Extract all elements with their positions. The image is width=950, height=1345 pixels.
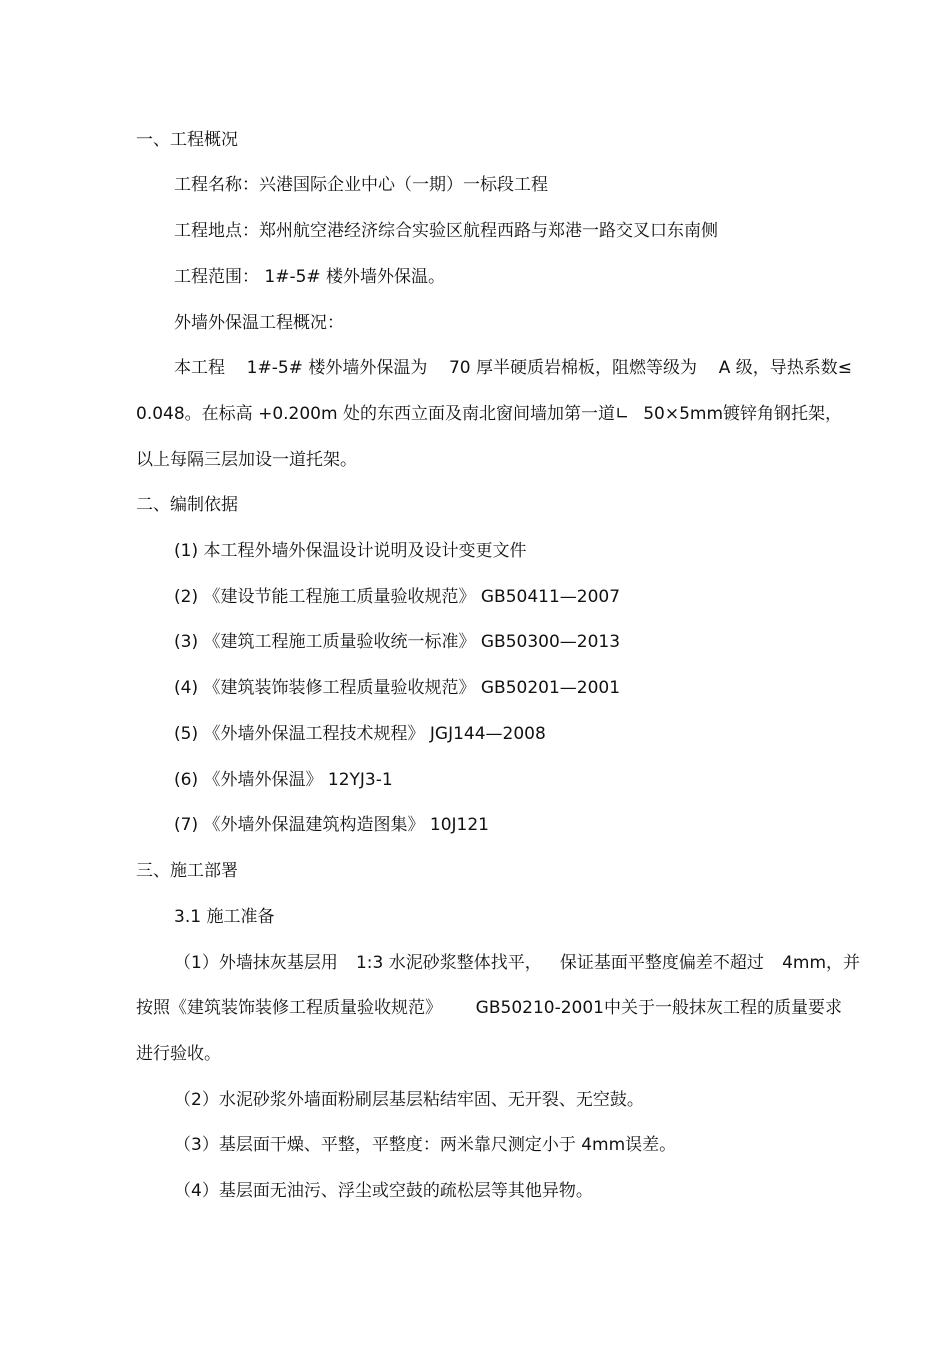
prep-item-1-line-3: 进行验收。: [136, 1044, 221, 1064]
project-location-line: 工程地点：郑州航空港经济综合实验区航程西路与郑港一路交叉口东南侧: [174, 221, 718, 241]
insulation-overview-label: 外墙外保温工程概况：: [174, 313, 344, 333]
overview-paragraph-line-3: 以上每隔三层加设一道托架。: [136, 450, 357, 470]
overview-paragraph-line-2: [136, 403, 842, 425]
section-heading-basis: 二、编制依据: [136, 495, 238, 515]
prep-item-1-line-1: [174, 952, 860, 974]
reference-item: (4) 《建筑装饰装修工程质量验收规范》 GB50201—2001: [174, 678, 621, 698]
prep-text-segment: 1:3 水泥砂浆整体找平，: [355, 953, 542, 973]
overview-text-segment: 50×5mm镀锌角钢托架，: [643, 404, 842, 424]
overview-text-segment: 本工程: [174, 358, 225, 378]
overview-text-segment: 1#-5# 楼外墙外保温为: [246, 358, 428, 378]
prep-item-2: （2）水泥砂浆外墙面粉刷层基层粘结牢固、无开裂、无空鼓。: [174, 1090, 644, 1110]
prep-text-segment: GB50210-2001中关于一般抹灰工程的质量要求: [475, 998, 842, 1018]
overview-text-segment: 0.048。在标高 +0.200m 处的东西立面及南北窗间墙加第一道∟: [136, 404, 630, 424]
reference-item: (3) 《建筑工程施工质量验收统一标准》 GB50300—2013: [174, 632, 621, 652]
section-heading-overview: 一、工程概况: [136, 130, 238, 150]
reference-item: (2) 《建设节能工程施工质量验收规范》 GB50411—2007: [174, 587, 621, 607]
reference-item: (5) 《外墙外保温工程技术规程》 JGJ144—2008: [174, 724, 546, 744]
section-heading-deployment: 三、施工部署: [136, 861, 238, 881]
reference-item: (6) 《外墙外保温》 12YJ3-1: [174, 770, 393, 790]
prep-text-segment: 保证基面平整度偏差不超过: [559, 953, 764, 973]
subsection-heading-preparation: 3.1 施工准备: [174, 907, 275, 927]
overview-text-segment: A 级，导热系数≤: [718, 358, 852, 378]
prep-text-segment: 按照《建筑装饰装修工程质量验收规范》: [136, 998, 442, 1018]
prep-text-segment: （1）外墙抹灰基层用: [174, 953, 338, 973]
prep-item-3: （3）基层面干燥、平整，平整度：两米靠尺测定小于 4mm误差。: [174, 1135, 677, 1155]
overview-text-segment: 70 厚半硬质岩棉板，阻燃等级为: [448, 358, 698, 378]
prep-text-segment: 4mm，并: [782, 953, 860, 973]
reference-item: (1) 本工程外墙外保温设计说明及设计变更文件: [174, 541, 527, 561]
project-scope-line: 工程范围： 1#-5# 楼外墙外保温。: [174, 267, 446, 287]
project-name-line: 工程名称：兴港国际企业中心（一期）一标段工程: [174, 175, 548, 195]
reference-item: (7) 《外墙外保温建筑构造图集》 10J121: [174, 815, 489, 835]
prep-item-4: （4）基层面无油污、浮尘或空鼓的疏松层等其他异物。: [174, 1181, 593, 1201]
overview-paragraph-line-1: [174, 357, 852, 379]
prep-item-1-line-2: [136, 997, 842, 1019]
